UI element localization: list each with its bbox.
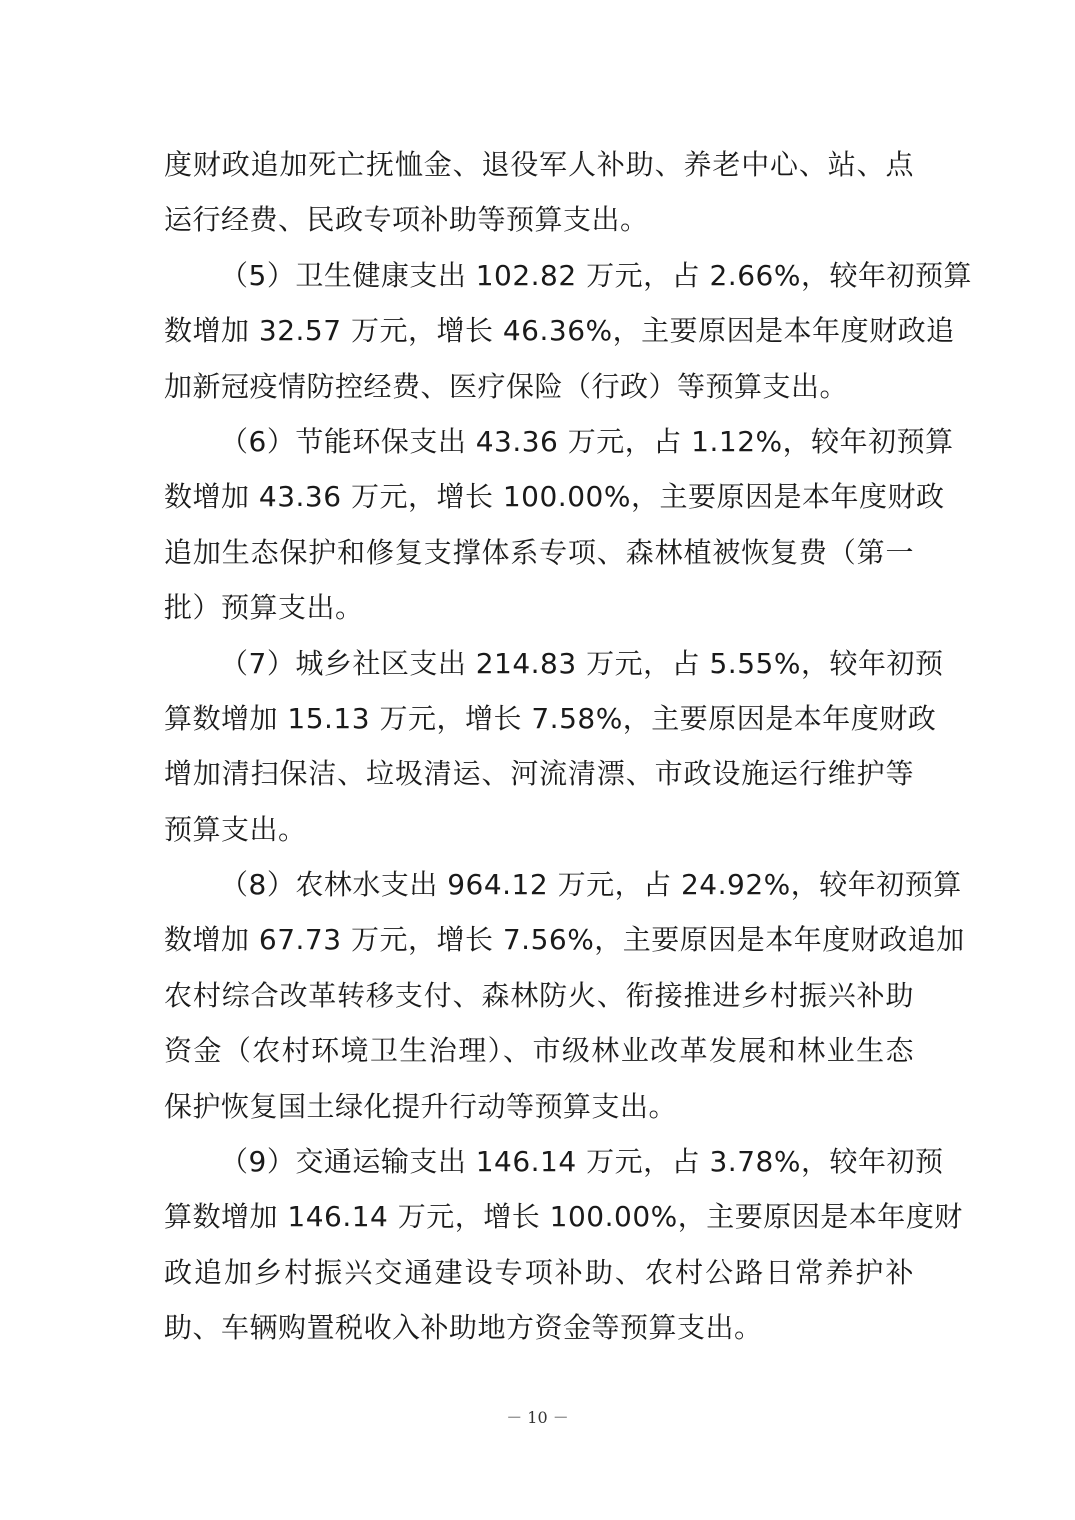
- paragraph-9-line: （9）交通运输支出 146.14 万元，占 3.78%，较年初预: [220, 1145, 944, 1179]
- text-line: 资金（农村环境卫生治理）、市级林业改革发展和林业生态: [164, 1034, 914, 1068]
- page-number: － 10 －: [506, 1408, 569, 1427]
- text-line: 加新冠疫情防控经费、医疗保险（行政）等预算支出。: [164, 369, 849, 403]
- text-line: 保护恢复国土绿化提升行动等预算支出。: [164, 1089, 678, 1123]
- paragraph-6-line: （6）节能环保支出 43.36 万元，占 1.12%，较年初预算: [220, 424, 954, 458]
- text-line: 度财政追加死亡抚恤金、退役军人补助、养老中心、站、点: [164, 148, 914, 181]
- text-line: 追加生态保护和修复支撑体系专项、森林植被恢复费（第一: [164, 535, 914, 569]
- text-line: 农村综合改革转移支付、森林防火、衔接推进乡村振兴补助: [164, 978, 914, 1012]
- text-line: 数增加 32.57 万元，增长 46.36%，主要原因是本年度财政追: [164, 314, 955, 348]
- paragraph-7-line: （7）城乡社区支出 214.83 万元，占 5.55%，较年初预: [220, 646, 944, 680]
- text-line: 政追加乡村振兴交通建设专项补助、农村公路日常养护补: [164, 1255, 914, 1289]
- text-line: 算数增加 146.14 万元，增长 100.00%，主要原因是本年度财: [164, 1200, 963, 1234]
- text-line: 预算支出。: [164, 812, 307, 846]
- text-line: 增加清扫保洁、垃圾清运、河流清漂、市政设施运行维护等: [164, 757, 914, 791]
- text-line: 数增加 43.36 万元，增长 100.00%，主要原因是本年度财政: [164, 480, 945, 514]
- paragraph-5-line: （5）卫生健康支出 102.82 万元，占 2.66%，较年初预算: [220, 258, 972, 292]
- text-line: 算数增加 15.13 万元，增长 7.58%，主要原因是本年度财政: [164, 701, 937, 735]
- text-line: 批）预算支出。: [164, 591, 364, 625]
- text-line: 助、车辆购置税收入补助地方资金等预算支出。: [164, 1311, 763, 1345]
- text-line: 运行经费、民政专项补助等预算支出。: [164, 203, 649, 237]
- document-body: [164, 137, 972, 1356]
- text-line: 数增加 67.73 万元，增长 7.56%，主要原因是本年度财政追加: [164, 923, 965, 957]
- paragraph-8-line: （8）农林水支出 964.12 万元，占 24.92%，较年初预算: [220, 868, 962, 902]
